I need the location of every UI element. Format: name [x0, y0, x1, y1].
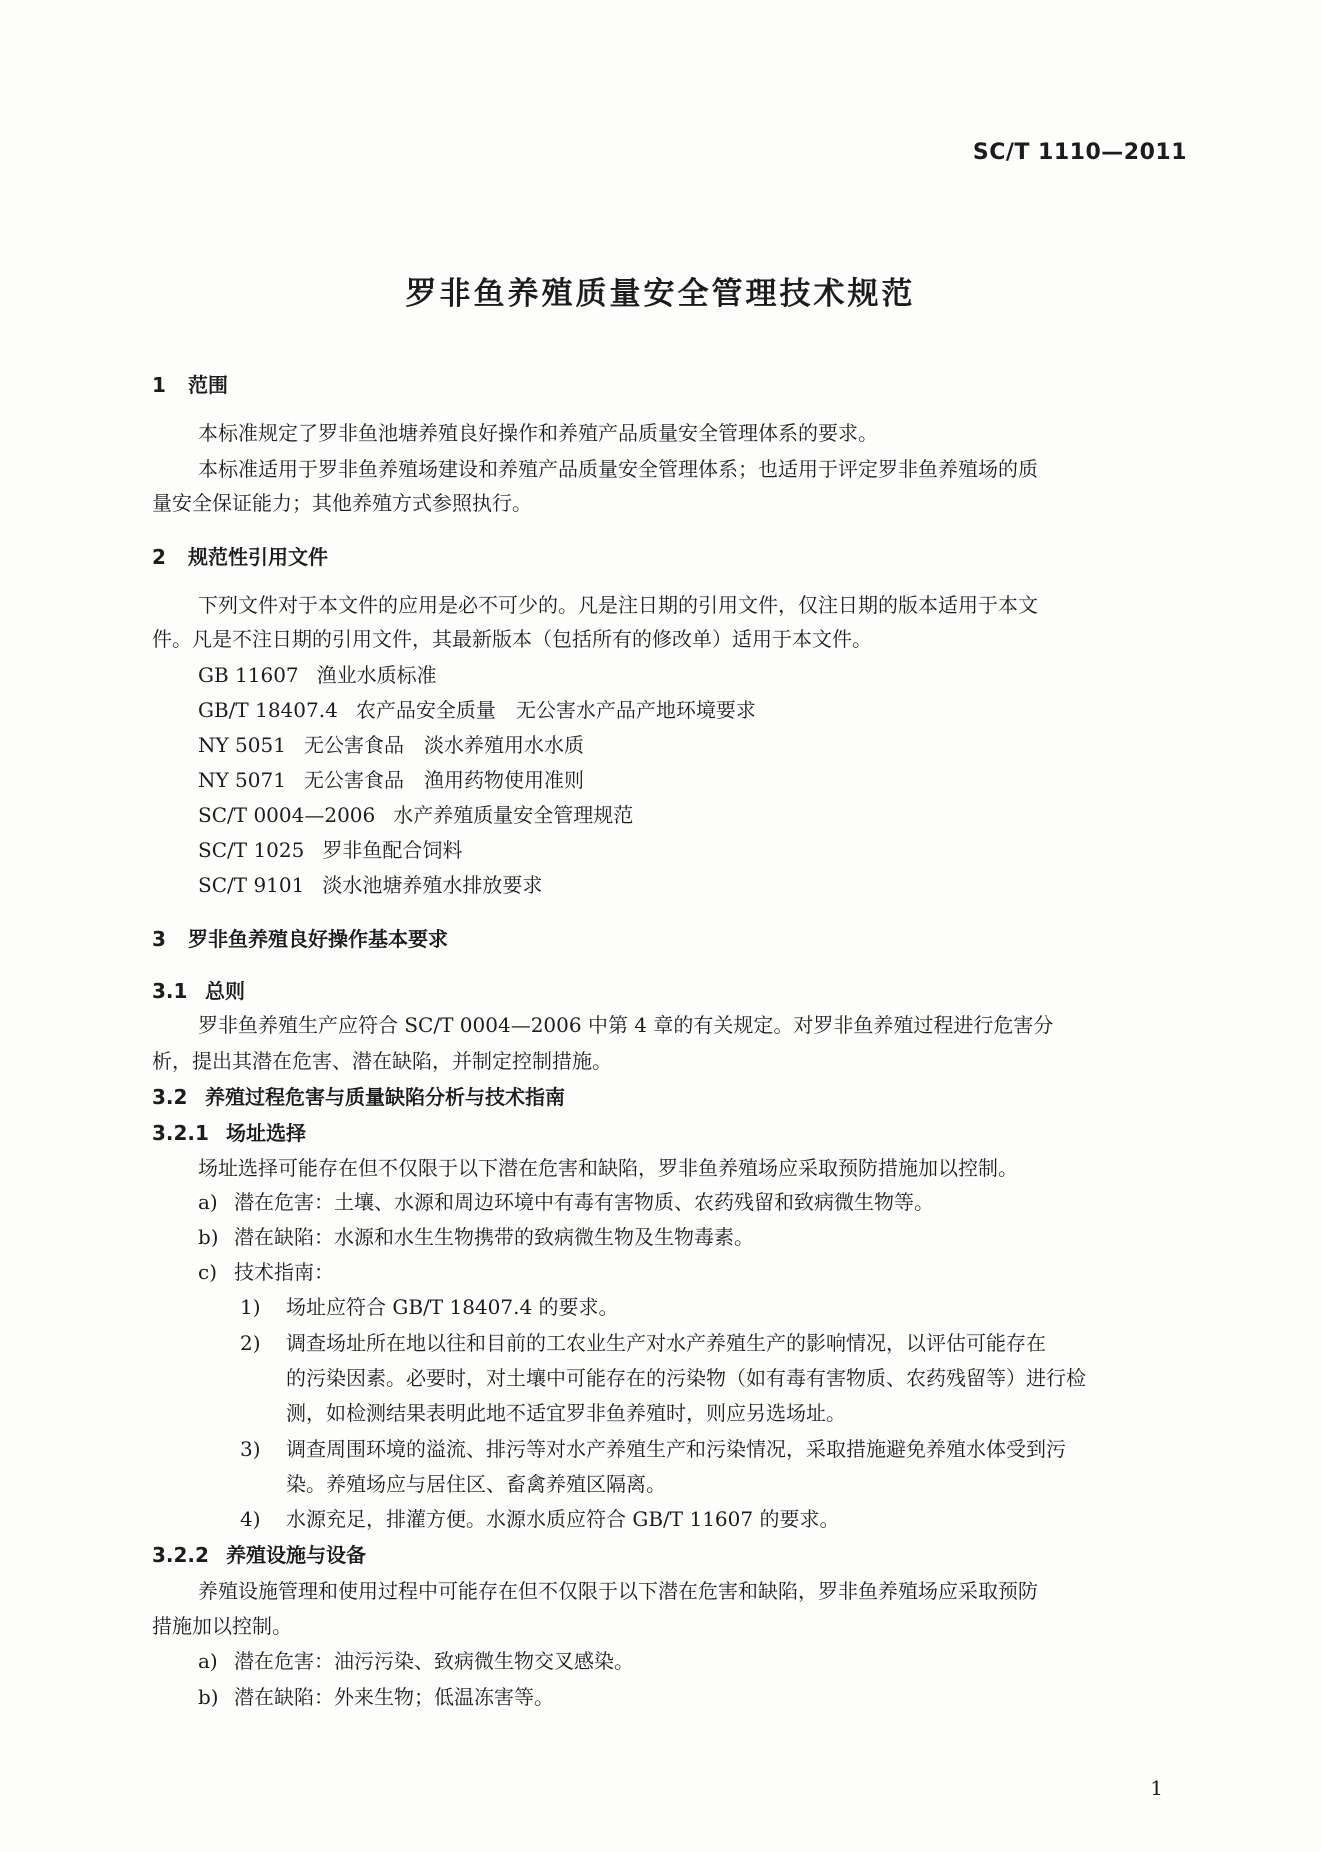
list-text-continuation: 测，如检测结果表明此地不适宜罗非鱼养殖时，则应另选场址。 — [286, 1401, 846, 1425]
list-marker: 2) — [240, 1331, 261, 1355]
reference-name: 无公害食品 渔用药物使用准则 — [303, 768, 584, 792]
section-title: 养殖设施与设备 — [226, 1543, 366, 1567]
reference-item — [198, 767, 584, 793]
reference-item — [198, 697, 756, 723]
reference-name: 水产养殖质量安全管理规范 — [393, 803, 634, 827]
list-text: 潜在缺陷：水源和水生生物携带的致病微生物及生物毒素。 — [234, 1225, 754, 1249]
paragraph-continuation: 析，提出其潜在危害、潜在缺陷，并制定控制措施。 — [152, 1049, 612, 1073]
reference-code: SC/T 9101 — [198, 873, 305, 897]
section-heading-1 — [152, 372, 228, 398]
paragraph-continuation: 件。凡是不注日期的引用文件，其最新版本（包括所有的修改单）适用于本文件。 — [152, 627, 872, 651]
reference-name: 农产品安全质量 无公害水产品产地环境要求 — [355, 698, 756, 722]
reference-name: 罗非鱼配合饲料 — [322, 838, 463, 862]
reference-code: GB/T 18407.4 — [198, 698, 338, 722]
standard-code: SC/T 1110—2011 — [972, 140, 1187, 165]
section-number: 3.2.2 — [152, 1543, 209, 1567]
list-marker: c) — [198, 1260, 218, 1284]
page-title: 罗非鱼养殖质量安全管理技术规范 — [405, 276, 916, 312]
list-marker: a) — [198, 1649, 218, 1673]
section-title: 养殖过程危害与质量缺陷分析与技术指南 — [205, 1085, 565, 1109]
section-number: 3.2.1 — [152, 1121, 209, 1145]
sub-list-item — [240, 1506, 839, 1532]
list-marker: b) — [198, 1225, 219, 1249]
paragraph: 本标准规定了罗非鱼池塘养殖良好操作和养殖产品质量安全管理体系的要求。 — [198, 421, 878, 445]
list-marker: 3) — [240, 1437, 261, 1461]
list-text: 潜在危害：土壤、水源和周边环境中有毒有害物质、农药残留和致病微生物等。 — [234, 1190, 934, 1214]
list-text: 调查周围环境的溢流、排污等对水产养殖生产和污染情况，采取措施避免养殖水体受到污 — [286, 1437, 1066, 1461]
subsection-heading-3-2-2 — [152, 1542, 366, 1568]
reference-item — [198, 802, 633, 828]
list-item — [198, 1684, 554, 1710]
paragraph: 下列文件对于本文件的应用是必不可少的。凡是注日期的引用文件，仅注日期的版本适用于本文 — [198, 593, 1038, 617]
paragraph-continuation: 措施加以控制。 — [152, 1614, 292, 1638]
list-text: 潜在缺陷：外来生物；低温冻害等。 — [234, 1685, 554, 1709]
section-heading-2 — [152, 544, 328, 570]
reference-code: SC/T 0004—2006 — [198, 803, 376, 827]
list-text: 调查场址所在地以往和目前的工农业生产对水产养殖生产的影响情况，以评估可能存在 — [286, 1331, 1046, 1355]
section-title: 总则 — [205, 979, 245, 1003]
list-item — [198, 1224, 754, 1250]
list-text: 技术指南： — [234, 1260, 334, 1284]
list-text: 潜在危害：油污污染、致病微生物交叉感染。 — [234, 1649, 634, 1673]
paragraph: 养殖设施管理和使用过程中可能存在但不仅限于以下潜在危害和缺陷，罗非鱼养殖场应采取预防 — [198, 1579, 1038, 1603]
paragraph: 罗非鱼养殖生产应符合 SC/T 0004—2006 中第 4 章的有关规定。对罗非鱼养殖过程进行危害分 — [198, 1013, 1054, 1037]
reference-name: 淡水池塘养殖水排放要求 — [322, 873, 543, 897]
list-text-continuation: 染。养殖场应与居住区、畜禽养殖区隔离。 — [286, 1472, 666, 1496]
paragraph: 本标准适用于罗非鱼养殖场建设和养殖产品质量安全管理体系；也适用于评定罗非鱼养殖场的质 — [198, 457, 1038, 481]
paragraph: 场址选择可能存在但不仅限于以下潜在危害和缺陷，罗非鱼养殖场应采取预防措施加以控制。 — [198, 1156, 1018, 1180]
list-text: 场址应符合 GB/T 18407.4 的要求。 — [286, 1295, 619, 1319]
subsection-heading-3-2 — [152, 1084, 565, 1110]
reference-code: GB 11607 — [198, 663, 299, 687]
section-number: 1 — [152, 373, 166, 397]
section-title: 范围 — [188, 373, 228, 397]
reference-item — [198, 872, 542, 898]
subsection-heading-3-2-1 — [152, 1120, 306, 1146]
list-marker: 4) — [240, 1507, 261, 1531]
list-text-continuation: 的污染因素。必要时，对土壤中可能存在的污染物（如有毒有害物质、农药残留等）进行检 — [286, 1366, 1086, 1390]
list-marker: a) — [198, 1190, 218, 1214]
section-number: 2 — [152, 545, 166, 569]
section-title: 场址选择 — [226, 1121, 306, 1145]
reference-code: NY 5051 — [198, 733, 286, 757]
reference-name: 无公害食品 淡水养殖用水水质 — [303, 733, 584, 757]
list-item — [198, 1259, 334, 1285]
sub-list-item — [240, 1330, 1046, 1356]
section-number: 3.2 — [152, 1085, 188, 1109]
section-title: 规范性引用文件 — [188, 545, 328, 569]
paragraph-continuation: 量安全保证能力；其他养殖方式参照执行。 — [152, 491, 532, 515]
list-item — [198, 1189, 934, 1215]
section-number: 3 — [152, 927, 166, 951]
reference-code: SC/T 1025 — [198, 838, 305, 862]
section-heading-3 — [152, 926, 448, 952]
subsection-heading-3-1 — [152, 978, 245, 1004]
reference-name: 渔业水质标准 — [316, 663, 437, 687]
sub-list-item — [240, 1436, 1066, 1462]
reference-item — [198, 732, 584, 758]
reference-code: NY 5071 — [198, 768, 286, 792]
section-number: 3.1 — [152, 979, 188, 1003]
section-title: 罗非鱼养殖良好操作基本要求 — [188, 927, 448, 951]
list-marker: 1) — [240, 1295, 261, 1319]
reference-item — [198, 662, 437, 688]
reference-item — [198, 837, 462, 863]
sub-list-item — [240, 1294, 619, 1320]
page-number: 1 — [1150, 1776, 1163, 1800]
list-item — [198, 1648, 634, 1674]
list-marker: b) — [198, 1685, 219, 1709]
list-text: 水源充足，排灌方便。水源水质应符合 GB/T 11607 的要求。 — [286, 1507, 840, 1531]
